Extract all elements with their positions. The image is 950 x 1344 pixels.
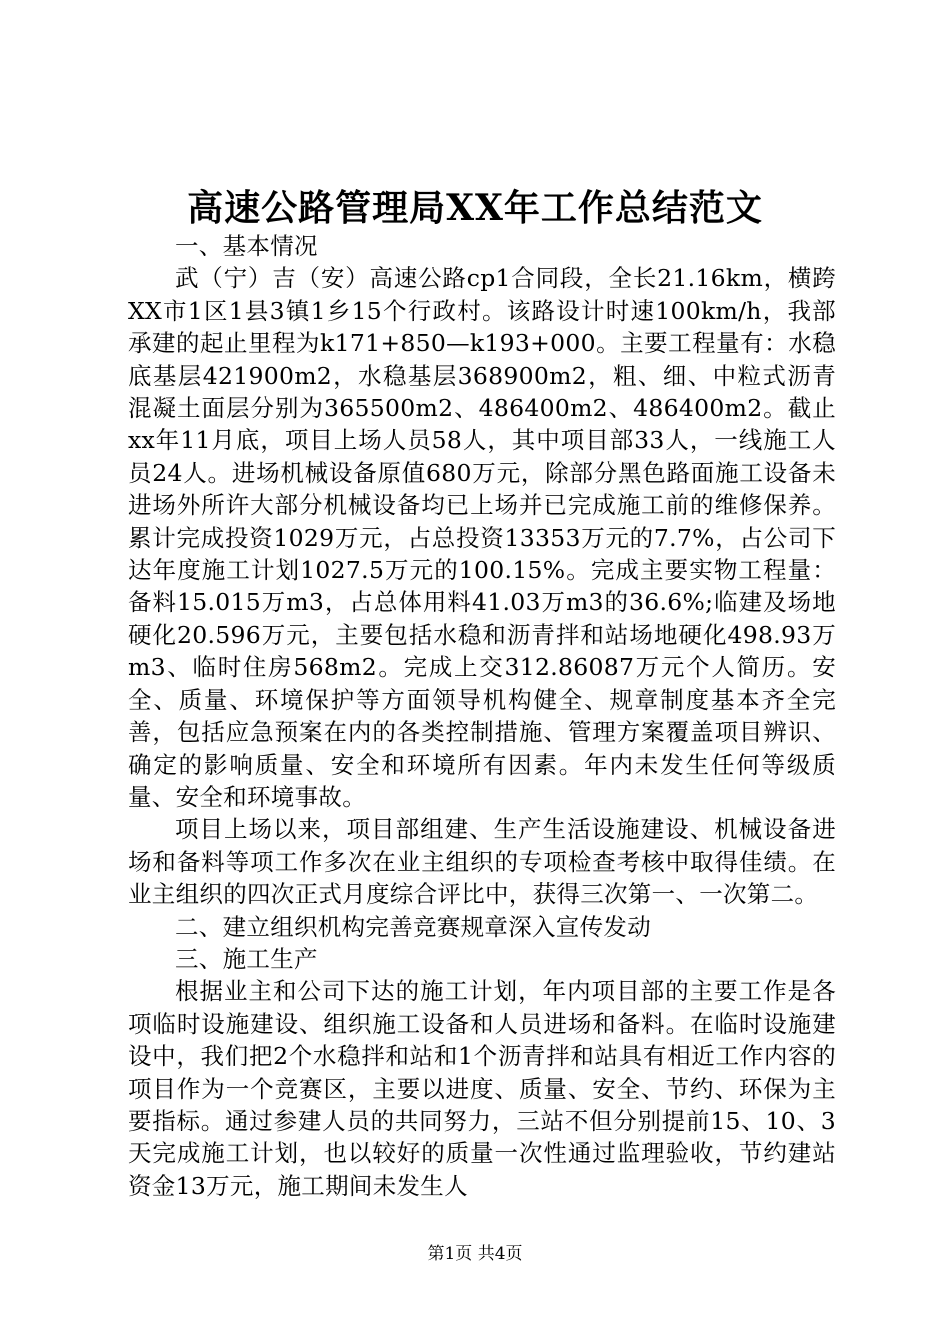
document-title: 高速公路管理局XX年工作总结范文 [187,187,763,229]
section-heading-construction: 三、施工生产 [175,944,318,973]
document-body [128,230,836,1202]
paragraph-construction: 根据业主和公司下达的施工计划，年内项目部的主要工作是各项临时设施建设、组织施工设备和人员进场和备料。在临时设施建设中，我们把2个水稳拌和站和1个沥青拌和站具有相近工作内容的项目作为一个竞赛区，主要以进度、质量、安全、节约、环保为主要指标。通过参建人员的共同努力，三站不但分别提前15、10、3天完成施工计划，也以较好的质量一次性通过监理验收，节约建站资金13万元，施工期间未发生人 [128,977,836,1200]
page-footer: 第1页 共4页 [427,1244,523,1264]
paragraph-project-achievements: 项目上场以来，项目部组建、生产生活设施建设、机械设备进场和备料等项工作多次在业主组织的专项检查考核中取得佳绩。在业主组织的四次正式月度综合评比中，获得三次第一、一次第二。 [128,815,836,909]
paragraph-basic-info: 武（宁）吉（安）高速公路cp1合同段，全长21.16km，横跨XX市1区1县3镇1乡15个行政村。该路设计时速100km/h，我部承建的起止里程为k171+850—k193+000。主要工程量有：水稳底基层421900m2，水稳基层368900m2，粗、细、中粒式沥青混凝土面层分别为365500m2、486400m2、486400m2。截止xx年11月底，项目上场人员58人，其中项目部33人，一线施工人员24人。进场机械设备原值680万元，除部分黑色路面施工设备未进场外所许大部分机械设备均已上场并已完成施工前的维修保养。累计完成投资1029万元，占总投资13353万元的7.7%，占公司下达年度施工计划1027.5万元的100.15%。完成主要实物工程量：备料15.015万m3，占总体用料41.03万m3的36.6%;临建及场地硬化20.596万元，主要包括水稳和沥青拌和站场地硬化498.93万m3、临时住房568m2。完成上交312.86087万元个人简历。安全、质量、环境保护等方面领导机构健全、规章制度基本齐全完善，包括应急预案在内的各类控制措施、管理方案覆盖项目辨识、确定的影响质量、安全和环境所有因素。年内未发生任何等级质量、安全和环境事故。 [128,264,836,811]
section-heading-organization: 二、建立组织机构完善竞赛规章深入宣传发动 [175,912,651,941]
section-heading-basic-info: 一、基本情况 [175,232,318,260]
